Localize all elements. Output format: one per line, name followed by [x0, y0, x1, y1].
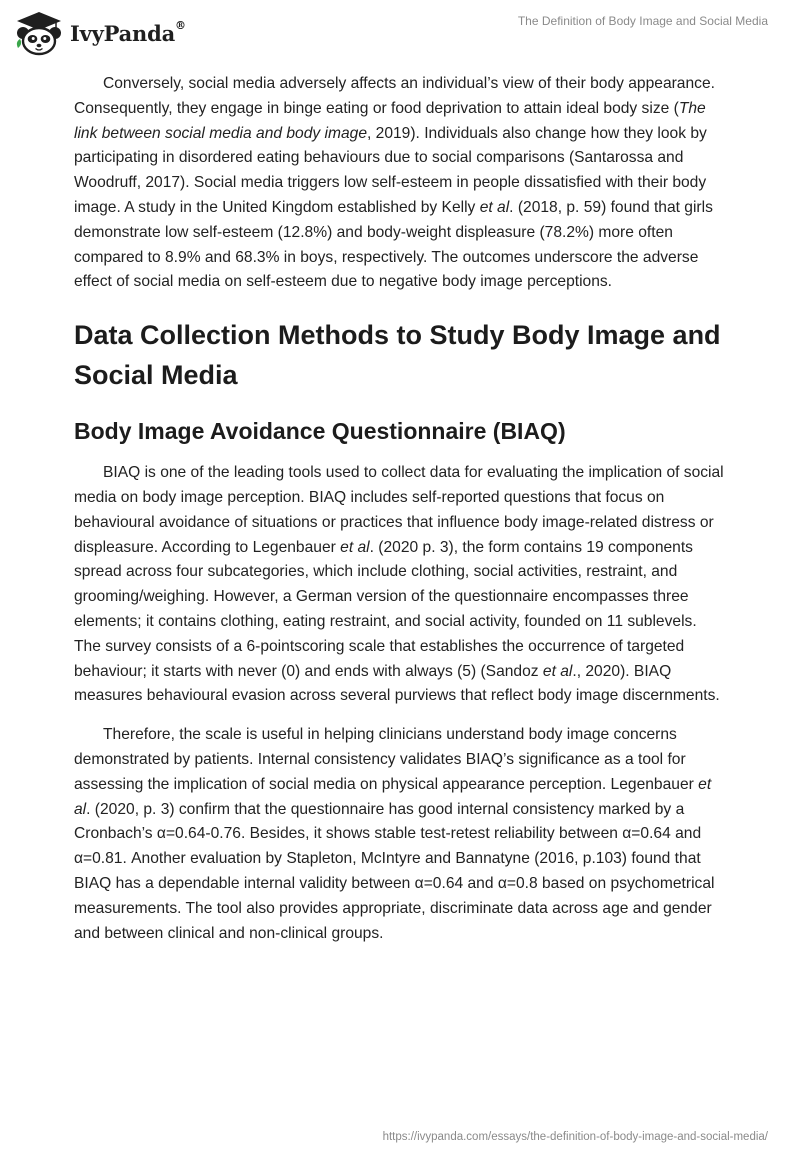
text-run: Therefore, the scale is useful in helping clinicians understand body image concerns demonstrated by patients. Internal consistency validates BIAQ’s significance as a tool for assessing the implication of social media on physical appearance perception. Legenbauer — [74, 726, 699, 793]
text-run: , 2019). Individuals also change how they look by participating in disordered eating behaviours due to social comparisons (Santarossa and Woodruff, 2017). Social media triggers low self-esteem in people dissatisfied with their body image. A study in the United Kingdom established by Kelly — [74, 124, 707, 216]
section-heading: Data Collection Methods to Study Body Image and Social Media — [74, 320, 721, 391]
text-run: ., 2020). BIAQ measures behavioural evasion across several purviews that reflect body image discernments. — [74, 662, 720, 705]
document-title: The Definition of Body Image and Social Media — [517, 14, 768, 28]
paragraph-biaq-reliability — [74, 723, 726, 946]
italic-et-al: et al — [74, 775, 712, 818]
italic-et-al: et al — [340, 538, 370, 556]
text-run: . (2020 p. 3), the form contains 19 components spread across four subcategories, which include clothing, social activities, restraint, and grooming/weighing. However, a German version of the questionnaire encompasses three elements; it contains clothing, eating restraint, and social activity, founded on 11 sublevels. The survey consists of a 6-pointscoring scale that establishes the occurrence of targeted behaviour; it starts with never (0) and ends with always (5) (Sandoz — [74, 538, 697, 680]
logo-wordmark — [70, 18, 186, 46]
paragraph-social-media-effects — [74, 72, 726, 295]
essay-content — [74, 72, 726, 960]
italic-et-al: et al — [479, 198, 510, 216]
paragraph-biaq-overview — [74, 461, 726, 709]
italic-title: The link between social media and body image — [74, 99, 706, 142]
text-run: . (2020, p. 3) confirm that the questionnaire has good internal consistency marked by a Cronbach’s α=0.64-0.76. Besides, it shows stable test-retest reliability between α=0.64 and α=0.81. Another evaluation by Stapleton, McIntyre and Bannatyne (2016, p.103) found that BIAQ has a dependable internal validity between α=0.64 and α=0.8 based on psychometrical measurements. The tool also provides appropriate, discriminate data across age and gender and between clinical and non-clinical groups. — [74, 800, 715, 942]
text-run: Conversely, social media adversely affects an individual’s view of their body appearance. Consequently, they engage in binge eating or food deprivation to attain ideal body size ( — [74, 75, 715, 117]
page-header — [0, 0, 800, 70]
ivypanda-logo[interactable] — [14, 10, 194, 56]
subsection-heading: Body Image Avoidance Questionnaire (BIAQ) — [74, 418, 566, 445]
text-run: . (2018, p. 59) found that girls demonstrate low self-esteem (12.8%) and body-weight displeasure (78.2%) more often compared to 8.9% and 68.3% in boys, respectively. The outcomes underscore the adverse effect of social media on self-esteem due to negative body image perceptions. — [74, 198, 713, 291]
text-run: BIAQ is one of the leading tools used to collect data for evaluating the implication of social media on body image perception. BIAQ includes self-reported questions that focus on behavioural avoidance of situations or practices that influence body image-related distress or displeasure. According to Legenbauer — [74, 464, 724, 556]
panda-graduate-icon — [14, 10, 64, 56]
logo-text: IvyPanda — [70, 20, 176, 46]
italic-et-al: et al — [542, 662, 573, 680]
registered-mark: ® — [175, 18, 186, 32]
source-url[interactable]: https://ivypanda.com/essays/the-definition-of-body-image-and-social-media/ — [382, 1131, 768, 1143]
